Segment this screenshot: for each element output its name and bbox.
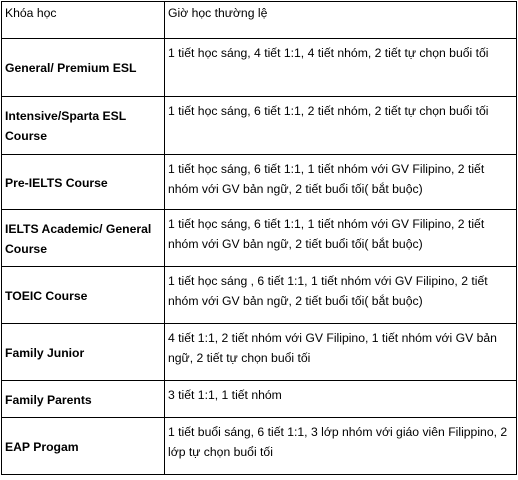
course-name: TOEIC Course (2, 267, 165, 324)
course-schedule: 1 tiết học sáng, 4 tiết 1:1, 4 tiết nhóm, 2 tiết tự chọn buổi tối (165, 39, 517, 97)
course-name: Family Parents (2, 381, 165, 418)
course-schedule: 1 tiết học sáng, 6 tiết 1:1, 2 tiết nhóm, 2 tiết tự chọn buổi tối (165, 97, 517, 155)
course-schedule-table (1, 1, 517, 475)
course-schedule: 1 tiết buổi sáng, 6 tiết 1:1, 3 lớp nhóm với giáo viên Filippino, 2 lớp tự chọn buổi tối (165, 418, 517, 475)
header-course: Khóa học (2, 2, 165, 39)
table-row (2, 418, 517, 475)
course-name: EAP Progam (2, 418, 165, 475)
course-name: Family Junior (2, 324, 165, 381)
course-name: Pre-IELTS Course (2, 155, 165, 210)
course-schedule: 1 tiết học sáng, 6 tiết 1:1, 1 tiết nhóm với GV Filipino, 2 tiết nhóm với GV bản ngữ, 2 tiết buổi tối( bắt buộc) (165, 210, 517, 267)
table-row (2, 267, 517, 324)
course-schedule: 1 tiết học sáng , 6 tiết 1:1, 1 tiết nhóm với GV Filipino, 2 tiết nhóm với GV bản ngữ, 2 tiết buổi tối( bắt buộc) (165, 267, 517, 324)
table-row (2, 155, 517, 210)
table-row (2, 39, 517, 97)
course-name: Intensive/Sparta ESL Course (2, 97, 165, 155)
table-row (2, 97, 517, 155)
header-schedule: Giờ học thường lệ (165, 2, 517, 39)
table-row (2, 381, 517, 418)
course-schedule: 4 tiết 1:1, 2 tiết nhóm với GV Filipino, 1 tiết nhóm với GV bản ngữ, 2 tiết tự chọn buổi tối (165, 324, 517, 381)
course-name: IELTS Academic/ General Course (2, 210, 165, 267)
course-schedule: 1 tiết học sáng, 6 tiết 1:1, 1 tiết nhóm với GV Filipino, 2 tiết nhóm với GV bản ngữ, 2 tiết buổi tối( bắt buộc) (165, 155, 517, 210)
table-row (2, 210, 517, 267)
table-row (2, 324, 517, 381)
table-header-row (2, 2, 517, 39)
course-schedule: 3 tiết 1:1, 1 tiết nhóm (165, 381, 517, 418)
course-name: General/ Premium ESL (2, 39, 165, 97)
